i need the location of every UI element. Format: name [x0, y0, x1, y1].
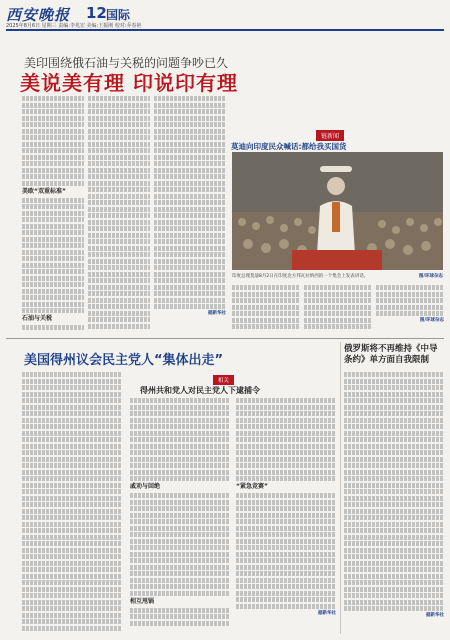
related-tag: 相关: [213, 375, 234, 385]
lead-column-1: [22, 96, 84, 331]
texas-column-2: [130, 398, 230, 634]
lead-credit: 据新华社: [208, 311, 226, 316]
lead-column-3: [154, 96, 226, 331]
side-divider: [340, 342, 341, 634]
photo-story-column-3: [376, 285, 444, 335]
texas-credit: 据新华社: [318, 610, 336, 616]
photo-story-title: 莫迪向印度民众喊话:都给我买国货: [231, 142, 347, 151]
texas-subheadline: 得州共和党人对民主党人下逮捕令: [140, 386, 260, 395]
lead-kicker: 美印围绕俄石油与关税的问题争吵已久: [24, 56, 229, 70]
related-news-tag: 链新闻: [316, 130, 344, 141]
section-divider: [6, 338, 444, 339]
photo-caption: [232, 273, 443, 279]
lead-subhead-1: 美欧“双重标准”: [22, 187, 66, 195]
section-name: 国际: [106, 8, 131, 22]
russia-headline: 俄罗斯将不再维持《中导条约》单方面自我限制: [344, 344, 438, 365]
page-number: 12: [86, 4, 107, 22]
rally-photo-illustration: [232, 152, 443, 270]
lead-subhead-2: 石油与关税: [22, 315, 53, 322]
photo-story-column-1: [232, 285, 300, 335]
newspaper-logo: 西安晚报: [6, 6, 71, 24]
texas-column-1: [22, 372, 122, 634]
photo-credit: 图/环球杂志: [418, 274, 443, 279]
lead-column-2: [88, 96, 150, 331]
texas-headline: 美国得州议会民主党人“集体出走”: [24, 353, 224, 368]
russia-column: [344, 372, 444, 634]
photo-story-credit: 图/环球杂志: [419, 317, 444, 323]
russia-credit: 据新华社: [426, 613, 444, 618]
dateline: 2025年8月6日 星期三 责编:李兆宏 美编:王振刚 校对:乔春艳: [6, 23, 142, 29]
texas-subhead-1: 戚劝与回绝: [130, 483, 161, 490]
lead-headline: 美说美有理 印说印有理: [20, 71, 238, 95]
texas-column-3: [236, 398, 336, 634]
photo-story-column-2: [304, 285, 372, 335]
texas-subhead-3: 相互甩锅: [130, 597, 155, 605]
masthead-rule: [6, 29, 444, 31]
news-photo: [232, 152, 443, 270]
texas-subhead-2: “紧急竞赛”: [236, 483, 268, 490]
photo-caption-text: 印度总理莫迪8月2日在印度北方邦瓦拉纳西的一个集会上发表讲话。: [232, 274, 369, 279]
